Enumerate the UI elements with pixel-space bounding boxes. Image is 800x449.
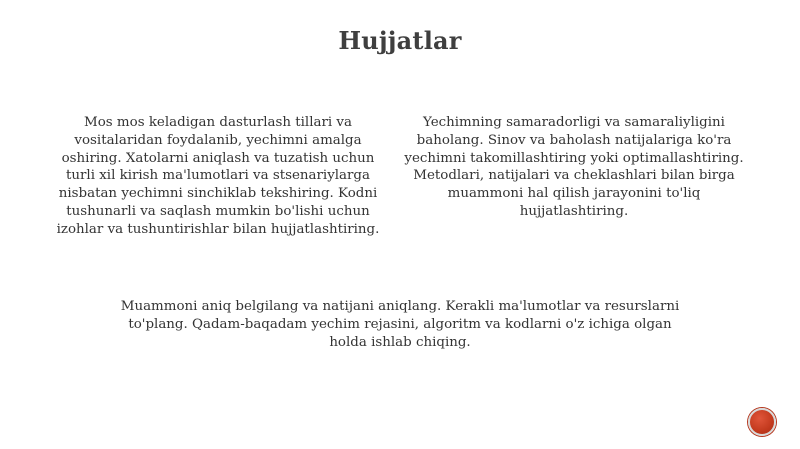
text-block-right: Yechimning samaradorligi va samaraliyligini baholang. Sinov va baholash natijalariga ko'ra yechimni takomillashtiring yoki optimallashtiring. Metodlari, natijalari va cheklashlari bilan birga muammoni hal qilish jarayonini to'liq hujjatlashtiring. xyxy=(404,115,744,219)
circle-nav-icon[interactable] xyxy=(748,408,776,436)
text-block-left: Mos mos keladigan dasturlash tillari va vositalaridan foydalanib, yechimni amalga oshiring. Xatolarni aniqlash va tuzatish uchun turli xil kirish ma'lumotlari va stsenariylarga nisbatan yechimni sinchiklab tekshiring. Kodni tushunarli va saqlash mumkin bo'lishi uchun izohlar va tushuntirishlar bilan hujjatlashtiring. xyxy=(56,115,380,237)
slide-title: Hujjatlar xyxy=(338,26,462,55)
text-block-bottom: Muammoni aniq belgilang va natijani aniqlang. Kerakli ma'lumotlar va resurslarni to'plang. Qadam-baqadam yechim rejasini, algoritm va kodlarni o'z ichiga olgan holda ishlab chiqing. xyxy=(120,299,680,350)
